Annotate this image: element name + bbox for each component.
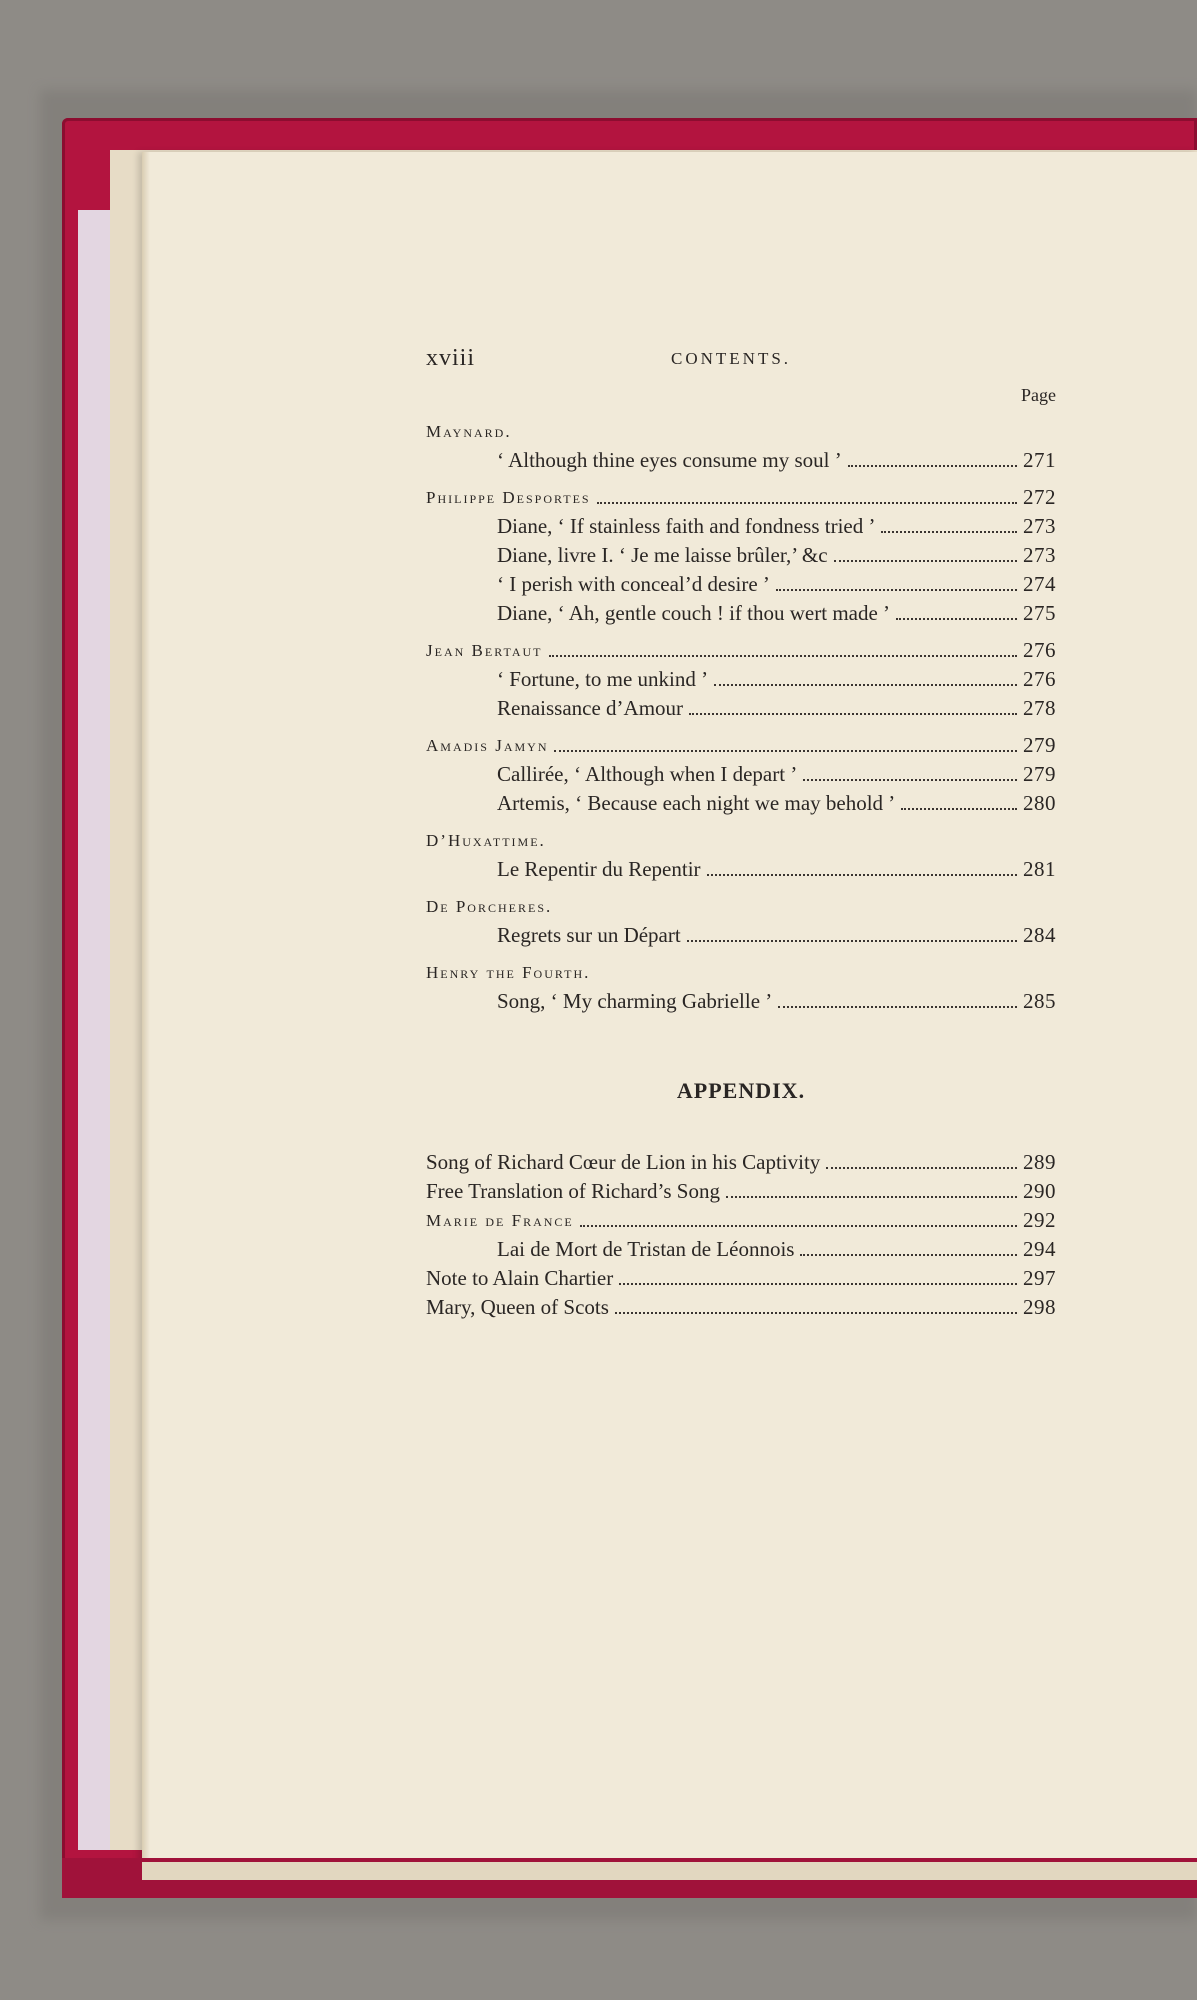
toc-author-title: Philippe Desportes [426, 488, 591, 507]
toc-author [426, 826, 1056, 855]
appendix-entry-title: Note to Alain Chartier [426, 1266, 614, 1290]
toc-entry-title: ‘ Although thine eyes consume my soul ’ [497, 448, 842, 472]
dot-leader [549, 636, 1017, 657]
dot-leader [901, 789, 1017, 810]
toc-author-page-number: 276 [1023, 638, 1056, 662]
toc-entry-title: Le Repentir du Repentir [497, 857, 701, 881]
dot-leader [726, 1177, 1017, 1198]
folio: xviii [426, 345, 476, 371]
appendix-entry [426, 1148, 1056, 1177]
dot-leader [826, 1148, 1017, 1169]
toc-author [426, 636, 1056, 665]
toc-entry [426, 694, 1056, 723]
toc-entry-page-number: 276 [1023, 667, 1056, 691]
appendix-entry-title: Marie de France [426, 1211, 574, 1230]
toc-author [426, 958, 1056, 987]
toc-author [426, 892, 1056, 921]
dot-leader [580, 1206, 1017, 1227]
toc-entry-title: Callirée, ‘ Although when I depart ’ [497, 762, 798, 786]
toc-entry-page-number: 273 [1023, 514, 1056, 538]
dot-leader [554, 731, 1017, 752]
toc-entry-title: ‘ I perish with conceal’d desire ’ [497, 572, 770, 596]
toc-entry-page-number: 271 [1023, 448, 1056, 472]
toc-author-page-number: 272 [1023, 485, 1056, 509]
toc-author-title: D’Huxattime. [426, 831, 546, 850]
toc-author [426, 483, 1056, 512]
toc-author [426, 731, 1056, 760]
toc-entry-page-number: 285 [1023, 989, 1056, 1013]
toc-author [426, 417, 1056, 446]
appendix-entry-page-number: 290 [1023, 1179, 1056, 1203]
appendix-entry-title: Mary, Queen of Scots [426, 1295, 609, 1319]
section-gap [426, 818, 1056, 826]
section-gap [426, 950, 1056, 958]
appendix-entry [426, 1293, 1056, 1322]
toc-author-title: De Porcheres. [426, 897, 553, 916]
appendix-entry [426, 1235, 1056, 1264]
toc-entry-page-number: 280 [1023, 791, 1056, 815]
appendix-entry-page-number: 292 [1023, 1208, 1056, 1232]
dot-leader [896, 599, 1017, 620]
appendix-entry [426, 1264, 1056, 1293]
appendix-list [426, 1148, 1056, 1322]
page-bottom-edge [142, 1862, 1197, 1880]
toc-entry [426, 541, 1056, 570]
dot-leader [615, 1293, 1017, 1314]
appendix-title: APPENDIX. [676, 1078, 806, 1103]
dot-leader [714, 665, 1017, 686]
toc-entry-title: Regrets sur un Départ [497, 923, 681, 947]
toc-entry-page-number: 284 [1023, 923, 1056, 947]
dot-leader [707, 855, 1017, 876]
toc-entry-page-number: 275 [1023, 601, 1056, 625]
toc-author-title: Henry the Fourth. [426, 963, 591, 982]
section-gap [426, 723, 1056, 731]
toc-entry [426, 760, 1056, 789]
toc-author-page-number: 279 [1023, 733, 1056, 757]
toc-entry [426, 570, 1056, 599]
dot-leader [597, 483, 1017, 504]
tissue-leaf [78, 210, 110, 1850]
book-page [142, 152, 1197, 1880]
toc-entry [426, 599, 1056, 628]
section-gap [426, 884, 1056, 892]
toc-entry [426, 446, 1056, 475]
section-gap [426, 628, 1056, 636]
toc-entry-title: Artemis, ‘ Because each night we may behold ’ [497, 791, 896, 815]
toc-entry-page-number: 273 [1023, 543, 1056, 567]
appendix-entry-title: Free Translation of Richard’s Song [426, 1179, 720, 1203]
toc-entry-page-number: 281 [1023, 857, 1056, 881]
toc-entry-title: ‘ Fortune, to me unkind ’ [497, 667, 709, 691]
toc-entry-page-number: 278 [1023, 696, 1056, 720]
toc-entry [426, 855, 1056, 884]
appendix-entry [426, 1177, 1056, 1206]
appendix-entry-title: Lai de Mort de Tristan de Léonnois [497, 1237, 795, 1261]
toc-author-title: Maynard. [426, 422, 512, 441]
dot-leader [800, 1235, 1017, 1256]
dot-leader [881, 512, 1017, 533]
appendix-entry [426, 1206, 1056, 1235]
running-head [426, 345, 1056, 375]
running-head-title: CONTENTS. [671, 349, 792, 368]
dot-leader [803, 760, 1017, 781]
toc-entry-title: Renaissance d’Amour [497, 696, 684, 720]
dot-leader [687, 921, 1017, 942]
toc-entry [426, 987, 1056, 1016]
dot-leader [834, 541, 1017, 562]
appendix-entry-page-number: 298 [1023, 1295, 1056, 1319]
dot-leader [619, 1264, 1017, 1285]
toc-entry-title: Diane, livre I. ‘ Je me laisse brûler,’ &c [497, 543, 828, 567]
toc-entry-title: Diane, ‘ If stainless faith and fondness tried ’ [497, 514, 876, 538]
toc-entry [426, 789, 1056, 818]
dot-leader [776, 570, 1017, 591]
page-gutter [142, 152, 150, 1880]
appendix-entry-title: Song of Richard Cœur de Lion in his Captivity [426, 1150, 821, 1174]
toc-entry-title: Song, ‘ My charming Gabrielle ’ [497, 989, 773, 1013]
toc-author-title: Jean Bertaut [426, 641, 543, 660]
toc-entry [426, 921, 1056, 950]
appendix-entry-page-number: 289 [1023, 1150, 1056, 1174]
appendix-entry-page-number: 294 [1023, 1237, 1056, 1261]
toc-entry-title: Diane, ‘ Ah, gentle couch ! if thou wert made ’ [497, 601, 891, 625]
toc-entry-page-number: 274 [1023, 572, 1056, 596]
dot-leader [689, 694, 1017, 715]
page-column-label: Page [1021, 385, 1056, 405]
table-of-contents [426, 417, 1056, 1016]
dot-leader [848, 446, 1017, 467]
dot-leader [778, 987, 1017, 1008]
toc-entry-page-number: 279 [1023, 762, 1056, 786]
toc-entry [426, 512, 1056, 541]
section-gap [426, 475, 1056, 483]
appendix-entry-page-number: 297 [1023, 1266, 1056, 1290]
toc-entry [426, 665, 1056, 694]
toc-author-title: Amadis Jamyn [426, 736, 549, 755]
